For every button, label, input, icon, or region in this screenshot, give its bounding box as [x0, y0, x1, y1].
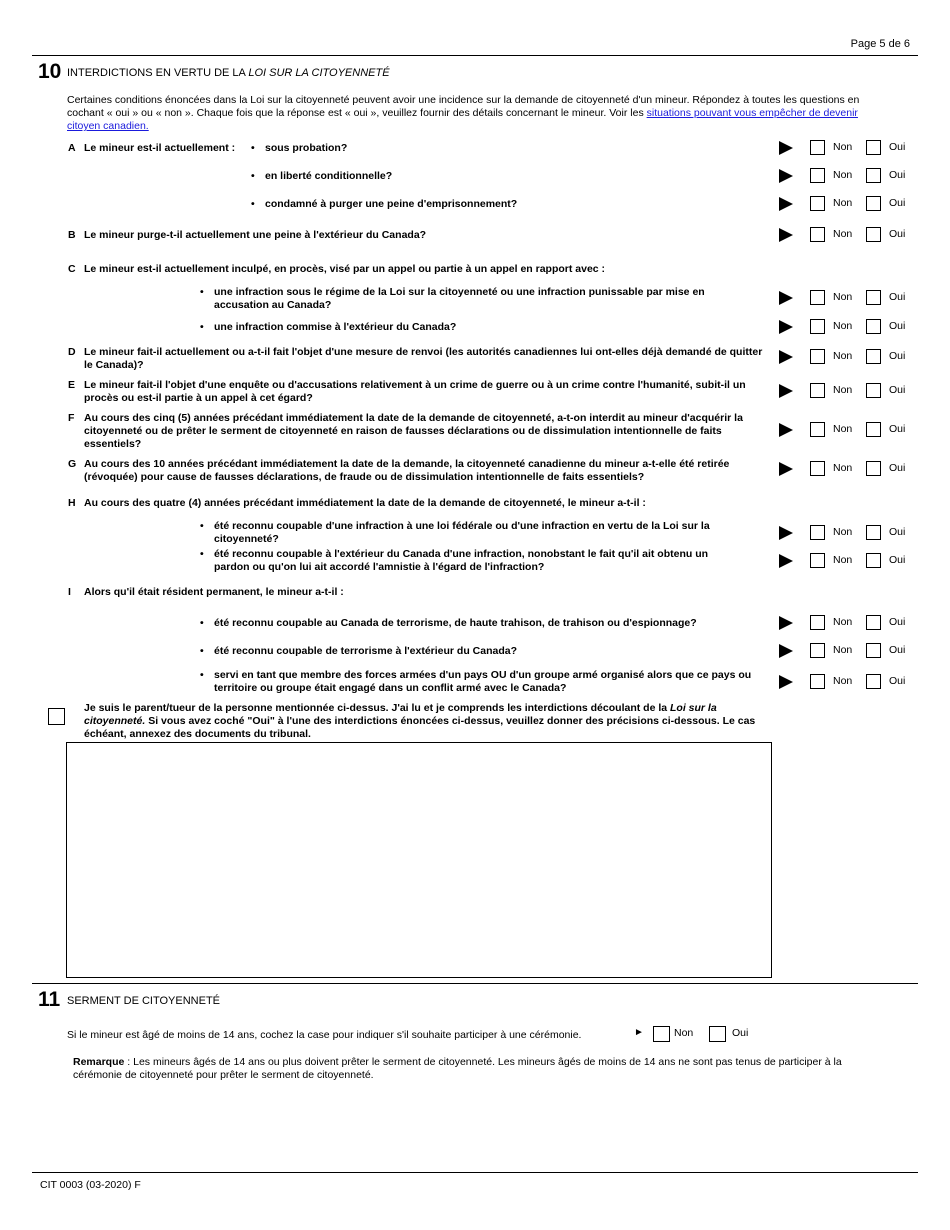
question-i-3-no-checkbox[interactable]	[810, 674, 825, 689]
question-h-2-yes-checkbox[interactable]	[866, 553, 881, 568]
ceremony-question: Si le mineur est âgé de moins de 14 ans, cochez la case pour indiquer s'il souhaite participer à une cérémonie.	[67, 1029, 582, 1041]
arrow-icon	[779, 228, 793, 242]
question-c-1-no-checkbox[interactable]	[810, 290, 825, 305]
arrow-icon	[779, 423, 793, 437]
question-d-no-label: Non	[833, 350, 853, 362]
question-c-2-no-checkbox[interactable]	[810, 319, 825, 334]
arrow-icon	[779, 554, 793, 568]
section-10-number: 10	[38, 60, 62, 83]
question-b-yes-label: Oui	[889, 228, 906, 240]
question-h-letter: H	[68, 497, 76, 509]
certification-checkbox[interactable]	[48, 708, 65, 725]
question-h-2-yes-label: Oui	[889, 554, 906, 566]
question-d-text: Le mineur fait-il actuellement ou a-t-il fait l'objet d'une mesure de renvoi (les autorités canadiennes lui ont-elles déjà demandé de quitter le Canada)?	[84, 346, 763, 371]
question-c-1-no-label: Non	[833, 291, 853, 303]
certification-part-2: Si vous avez coché "Oui" à l'une des interdictions énoncées ci-dessus, veuillez donner des précisions ci-dessous. Le cas échéant, annexez des documents du tribunal.	[84, 715, 756, 740]
question-i-1-no-label: Non	[833, 616, 853, 628]
question-c-1-yes-checkbox[interactable]	[866, 290, 881, 305]
question-f-no-label: Non	[833, 423, 853, 435]
question-a-3-no-checkbox[interactable]	[810, 196, 825, 211]
question-i-item-2: • été reconnu coupable de terrorisme à l'extérieur du Canada?	[200, 645, 754, 658]
section-divider	[32, 55, 918, 56]
question-g-text: Au cours des 10 années précédant immédiatement la date de la demande, la citoyenneté canadienne du mineur a-t-elle été retirée (révoquée) pour cause de fausses déclarations, de fraude ou de dissimulation intentionnelle de faits essentiels?	[84, 458, 730, 483]
intro-text: Certaines conditions énoncées dans la Loi sur la citoyenneté peuvent avoir une incidence sur la demande de citoyenneté d'un mineur. Répondez à toutes les questions en cochant « oui » ou « non ». Chaque fois que la réponse est « oui », veuillez fournir des détails concernant le mineur. Voir les	[67, 94, 860, 119]
footer-divider	[32, 1172, 918, 1173]
question-a-3-yes-checkbox[interactable]	[866, 196, 881, 211]
question-i-item-1: • été reconnu coupable au Canada de terrorisme, de haute trahison, de trahison ou d'espionnage?	[200, 617, 754, 630]
certification-text	[84, 702, 764, 741]
question-b-letter: B	[68, 229, 76, 241]
arrow-icon	[779, 526, 793, 540]
question-i-3-yes-checkbox[interactable]	[866, 674, 881, 689]
arrow-icon	[779, 350, 793, 364]
arrow-icon	[779, 141, 793, 155]
arrow-icon	[779, 291, 793, 305]
question-a-1-yes-checkbox[interactable]	[866, 140, 881, 155]
question-h-2-no-label: Non	[833, 554, 853, 566]
question-b-no-label: Non	[833, 228, 853, 240]
question-a-3-no-label: Non	[833, 197, 853, 209]
question-i-1-yes-checkbox[interactable]	[866, 615, 881, 630]
question-i-text: Alors qu'il était résident permanent, le mineur a-t-il :	[84, 586, 344, 598]
question-b-no-checkbox[interactable]	[810, 227, 825, 242]
ceremony-no-label: Non	[674, 1027, 694, 1039]
form-code: CIT 0003 (03-2020) F	[40, 1179, 141, 1191]
question-f-text: Au cours des cinq (5) années précédant immédiatement la date de la demande de citoyenneté, a-t-on interdit au mineur d'acquérir la citoyenneté ou de prêter le serment de citoyenneté en raison de fausses déclarations ou de dissimulation intentionnelle de faits essentiels?	[84, 412, 743, 450]
question-g-letter: G	[68, 458, 77, 470]
question-b-yes-checkbox[interactable]	[866, 227, 881, 242]
question-a-item-2: • en liberté conditionnelle?	[251, 170, 765, 183]
certification-italic: Loi sur la citoyenneté.	[84, 702, 717, 727]
question-a-1-no-label: Non	[833, 141, 853, 153]
note-text: : Les mineurs âgés de 14 ans ou plus doivent prêter le serment de citoyenneté. Les mineurs âgés de moins de 14 ans ne sont pas tenus de participer à la cérémonie de citoyenneté pour prêter le serment de citoyenneté.	[73, 1056, 842, 1081]
arrow-icon	[779, 320, 793, 334]
question-e-yes-checkbox[interactable]	[866, 383, 881, 398]
question-c-2-yes-label: Oui	[889, 320, 906, 332]
section-10-title-italic: LOI SUR LA CITOYENNETÉ	[248, 67, 390, 79]
question-a-letter: A	[68, 142, 76, 154]
question-a-2-yes-checkbox[interactable]	[866, 168, 881, 183]
question-d-letter: D	[68, 346, 76, 358]
section-10-title-prefix: INTERDICTIONS EN VERTU DE LA	[67, 67, 249, 79]
details-textarea[interactable]	[66, 742, 772, 978]
question-h-1-no-checkbox[interactable]	[810, 525, 825, 540]
question-i-2-no-label: Non	[833, 644, 853, 656]
question-b-text: Le mineur purge-t-il actuellement une peine à l'extérieur du Canada?	[84, 229, 427, 241]
question-h-item-2: • été reconnu coupable à l'extérieur du Canada d'une infraction, nonobstant le fait qu'il ait obtenu un pardon ou qu'on lui ait accordé l'amnistie à l'égard de l'infraction?	[200, 548, 744, 574]
arrow-icon	[779, 197, 793, 211]
question-f-yes-checkbox[interactable]	[866, 422, 881, 437]
question-e-text: Le mineur fait-il l'objet d'une enquête ou d'accusations relativement à un crime de guerre ou à un crime contre l'humanité, subit-il un procès ou est-il partie à un appel à cet égard?	[84, 379, 746, 404]
question-h-1-yes-label: Oui	[889, 526, 906, 538]
arrow-icon	[779, 384, 793, 398]
question-d-no-checkbox[interactable]	[810, 349, 825, 364]
ceremony-yes-label: Oui	[732, 1027, 749, 1039]
question-c-2-no-label: Non	[833, 320, 853, 332]
question-i-letter: I	[68, 586, 71, 598]
question-a-text: Le mineur est-il actuellement :	[84, 142, 236, 154]
question-i-1-yes-label: Oui	[889, 616, 906, 628]
question-g-yes-checkbox[interactable]	[866, 461, 881, 476]
question-i-item-3: • servi en tant que membre des forces armées d'un pays OU d'un groupe armé organisé alors que ce pays ou territoire ou groupe était engagé dans un conflit armé avec le Canada?	[200, 669, 759, 695]
question-i-1-no-checkbox[interactable]	[810, 615, 825, 630]
question-h-2-no-checkbox[interactable]	[810, 553, 825, 568]
section-11-number: 11	[38, 988, 61, 1011]
question-a-2-no-label: Non	[833, 169, 853, 181]
section-11-title: SERMENT DE CITOYENNETÉ	[67, 995, 221, 1007]
question-c-letter: C	[68, 263, 76, 275]
question-h-1-no-label: Non	[833, 526, 853, 538]
question-e-no-label: Non	[833, 384, 853, 396]
arrow-icon	[779, 675, 793, 689]
question-a-item-1: • sous probation?	[251, 142, 765, 155]
question-e-yes-label: Oui	[889, 384, 906, 396]
question-c-item-2: • une infraction commise à l'extérieur du Canada?	[200, 321, 744, 334]
question-a-item-3: • condamné à purger une peine d'emprisonnement?	[251, 198, 765, 211]
question-i-3-yes-label: Oui	[889, 675, 906, 687]
section-divider	[32, 983, 918, 984]
question-f-no-checkbox[interactable]	[810, 422, 825, 437]
question-i-3-no-label: Non	[833, 675, 853, 687]
section-10-title	[67, 67, 390, 79]
arrow-icon	[779, 616, 793, 630]
question-g-yes-label: Oui	[889, 462, 906, 474]
question-a-2-no-checkbox[interactable]	[810, 168, 825, 183]
page-number: Page 5 de 6	[850, 38, 910, 50]
note-label: Remarque	[73, 1056, 125, 1068]
section-10-intro	[67, 94, 893, 133]
ceremony-arrow-icon: ►	[634, 1027, 644, 1038]
question-c-1-yes-label: Oui	[889, 291, 906, 303]
arrow-icon	[779, 644, 793, 658]
question-f-letter: F	[68, 412, 75, 424]
question-a-2-yes-label: Oui	[889, 169, 906, 181]
section-11-note	[73, 1056, 883, 1082]
arrow-icon	[779, 169, 793, 183]
question-a-1-yes-label: Oui	[889, 141, 906, 153]
question-h-text: Au cours des quatre (4) années précédant immédiatement la date de la demande de citoyenneté, le mineur a-t-il :	[84, 497, 646, 509]
ineligibility-link[interactable]: situations pouvant vous empêcher de devenir citoyen canadien.	[67, 107, 858, 132]
question-d-yes-checkbox[interactable]	[866, 349, 881, 364]
question-c-2-yes-checkbox[interactable]	[866, 319, 881, 334]
question-h-item-1: • été reconnu coupable d'une infraction à une loi fédérale ou d'une infraction en vertu de la Loi sur la citoyenneté?	[200, 520, 744, 546]
ceremony-yes-checkbox[interactable]	[709, 1026, 726, 1042]
question-f-yes-label: Oui	[889, 423, 906, 435]
question-i-2-no-checkbox[interactable]	[810, 643, 825, 658]
question-h-1-yes-checkbox[interactable]	[866, 525, 881, 540]
question-a-1-no-checkbox[interactable]	[810, 140, 825, 155]
question-e-letter: E	[68, 379, 76, 391]
question-g-no-label: Non	[833, 462, 853, 474]
question-c-text: Le mineur est-il actuellement inculpé, en procès, visé par un appel ou partie à un appel en rapport avec :	[84, 263, 606, 275]
question-g-no-checkbox[interactable]	[810, 461, 825, 476]
question-i-2-yes-label: Oui	[889, 644, 906, 656]
ceremony-no-checkbox[interactable]	[653, 1026, 670, 1042]
question-i-2-yes-checkbox[interactable]	[866, 643, 881, 658]
certification-part-1: Je suis le parent/tueur de la personne mentionnée ci-dessus. J'ai lu et je comprends les interdictions découlant de la	[84, 702, 670, 714]
question-c-item-1: • une infraction sous le régime de la Loi sur la citoyenneté ou une infraction punissable par mise en accusation au Canada?	[200, 286, 744, 312]
question-d-yes-label: Oui	[889, 350, 906, 362]
question-a-3-yes-label: Oui	[889, 197, 906, 209]
question-e-no-checkbox[interactable]	[810, 383, 825, 398]
arrow-icon	[779, 462, 793, 476]
